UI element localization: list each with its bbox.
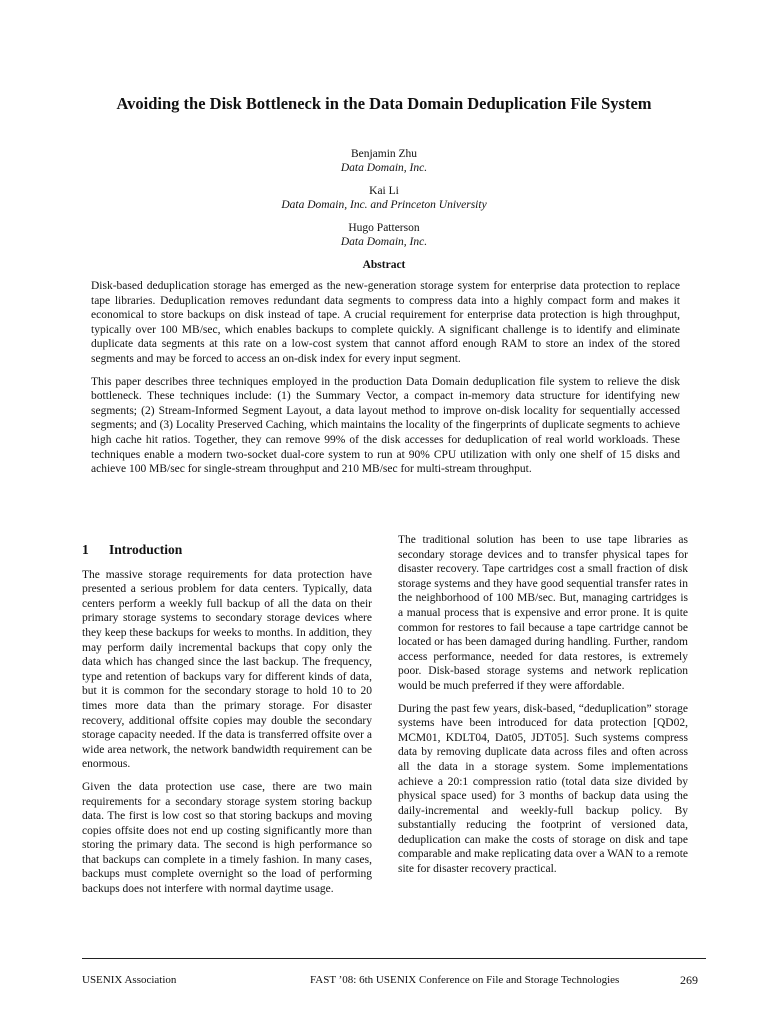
left-column — [82, 539, 372, 905]
paper-title: Avoiding the Disk Bottleneck in the Data Domain Deduplication File System — [116, 94, 652, 113]
author-name: Hugo Patterson — [348, 222, 420, 234]
page-number: 269 — [680, 973, 698, 987]
right-column — [398, 533, 688, 885]
author-entry — [0, 184, 768, 212]
section-title: Introduction — [109, 542, 183, 557]
body-paragraph: During the past few years, disk-based, “deduplication” storage systems have been introduced for data protection [QD02, MCM01, KDLT04, Dat05, JDT05]. Such systems compress data by removing duplicate data across files and often across all the data in a storage system. Some implementations achieve a 20:1 compression ratio (total data size divided by physical space used) for 3 months of backup data using the daily-incremental and weekly-full backup policy. By substantially reducing the footprint of versioned data, deduplication can make the costs of storage on disk and tape comparable and make replicating data over a WAN to a remote site for disaster recovery practical. — [398, 702, 688, 876]
author-affiliation: Data Domain, Inc. and Princeton University — [281, 199, 487, 211]
author-affiliation: Data Domain, Inc. — [340, 162, 428, 174]
author-name: Benjamin Zhu — [350, 148, 418, 160]
author-entry — [0, 147, 768, 175]
section-heading — [82, 543, 372, 558]
abstract-heading: Abstract — [362, 259, 406, 271]
footer-publisher: USENIX Association — [82, 974, 177, 986]
footer-divider — [82, 958, 706, 959]
body-paragraph: Given the data protection use case, there are two main requirements for a secondary storage system storing backup data. The first is low cost so that storing backups and moving copies offsite does not end up costing significantly more than storing the primary data. The second is high performance so that backups can complete in a timely fashion. In many cases, backups must complete overnight so the load of performing backups does not interfere with normal daytime usage. — [82, 780, 372, 896]
body-paragraph: The traditional solution has been to use tape libraries as secondary storage devices and to transfer physical tapes for disaster recovery. Tape cartridges cost a small fraction of disk storage systems and they have good sequential transfer rates in the neighborhood of 100 MB/sec. But, managing cartridges is a manual process that is expensive and error prone. It is quite common for restores to fail because a tape cartridge cannot be located or has been damaged during handling. Further, random access performance, needed for data restores, is extremely poor. Disk-based storage systems and network replication would be much preferred if they were affordable. — [398, 534, 688, 692]
author-entry — [0, 221, 768, 249]
author-name: Kai Li — [369, 185, 399, 197]
abstract-paragraph: This paper describes three techniques employed in the production Data Domain deduplication file system to relieve the disk bottleneck. These techniques include: (1) the Summary Vector, a compact in-memory data structure for identifying new segments; (2) Stream-Informed Segment Layout, a data layout method to improve on-disk locality for sequentially accessed segments; and (3) Locality Preserved Caching, which maintains the locality of the fingerprints of duplicate segments to achieve high cache hit ratios. Together, they can remove 99% of the disk accesses for deduplication of real world workloads. These techniques enable a modern two-socket dual-core system to run at 90% CPU utilization with only one shelf of 15 disks and achieve 100 MB/sec for single-stream throughput and 210 MB/sec for multi-stream throughput. — [91, 375, 680, 476]
section-number: 1 — [82, 542, 89, 557]
body-paragraph: The massive storage requirements for data protection have presented a serious problem for data centers. Typically, data centers perform a weekly full backup of all the data on their primary storage systems to secondary storage devices where they keep these backups for weeks to months. In addition, they may perform daily incremental backups that copy only the data which has changed since the last backup. The frequency, type and retention of backups vary for different kinds of data, but it is common for the secondary storage to hold 10 to 20 times more data than the primary storage. For disaster recovery, additional offsite copies may double the secondary storage capacity needed. If the data is transferred offsite over a wide area network, the network bandwidth requirement can be enormous. — [82, 568, 372, 771]
author-block — [0, 147, 768, 258]
author-affiliation: Data Domain, Inc. — [340, 236, 428, 248]
abstract-paragraph: Disk-based deduplication storage has emerged as the new-generation storage system for enterprise data protection to replace tape libraries. Deduplication removes redundant data segments to compress data into a highly compact form and makes it economical to store backups on disk instead of tape. A crucial requirement for enterprise data protection is high throughput, typically over 100 MB/sec, which enables backups to complete quickly. A significant challenge is to identify and eliminate duplicate data segments at this rate on a low-cost system that cannot afford enough RAM to store an index of the stored segments and may be forced to access an on-disk index for every input segment. — [91, 280, 680, 365]
footer-conference: FAST ’08: 6th USENIX Conference on File and Storage Technologies — [310, 974, 620, 986]
abstract-body — [91, 279, 680, 485]
